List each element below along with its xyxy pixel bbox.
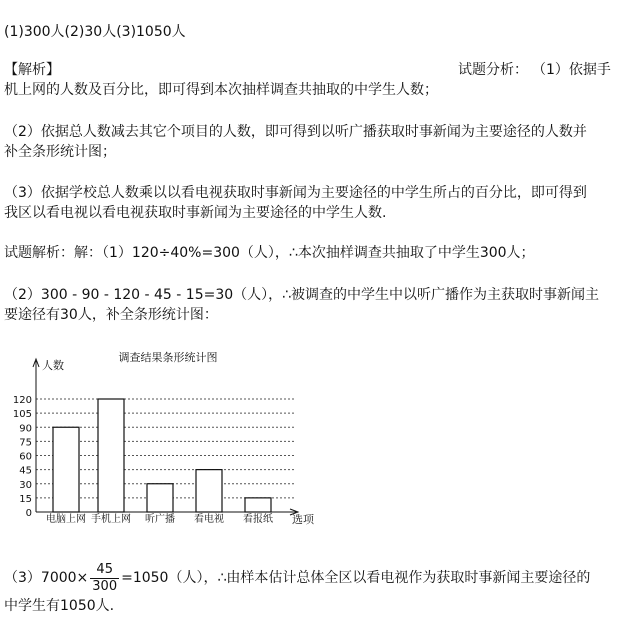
analysis-p3-b: 我区以看电视以看电视获取时事新闻为主要途径的中学生人数. [4,205,387,221]
bar [196,470,222,512]
x-axis-label: 选项 [292,513,314,526]
x-tick-label: 看报纸 [243,514,273,525]
solution-3-post: =1050（人），∴由样本估计总体全区以看电视作为获取时事新闻主要途径的 [121,570,591,586]
solution-3-b: 中学生有1050人. [4,598,115,614]
solution-1: 试题解析：解：（1）120÷40%=300（人），∴本次抽样调查共抽取了中学生300人； [4,245,535,261]
x-tick-label: 电脑上网 [46,514,86,525]
x-tick-label: 听广播 [145,514,175,525]
chart-title: 调查结果条形统计图 [118,351,218,364]
analysis-label: 试题分析： [458,62,528,78]
analysis-p2-a: （2）依据总人数减去其它个项目的人数，即可得到以听广播获取时事新闻为主要途径的人数并 [4,124,587,140]
solution-2-a: （2）300 - 90 - 120 - 45 - 15=30（人），∴被调查的中学生中以听广播作为主获取时事新闻主 [4,287,600,303]
y-tick-label: 105 [12,409,32,421]
y-tick-label: 0 [25,508,32,519]
y-axis-label: 人数 [42,359,64,372]
bar [53,427,79,512]
solution-3-a [4,558,590,598]
y-tick-label: 45 [19,465,32,477]
x-tick-label: 手机上网 [91,514,131,525]
y-tick-label: 60 [19,451,32,463]
y-tick-label: 90 [19,423,32,435]
solution-3-pre: （3）7000× [4,570,89,586]
answer-line: (1)300人(2)30人(3)1050人 [4,24,186,40]
y-tick-label: 30 [19,479,32,491]
y-tick-label: 120 [12,395,32,406]
fraction [90,562,119,595]
y-tick-label: 75 [19,437,32,449]
y-tick-label: 15 [19,493,32,505]
solution-2-b: 要途径有30人，补全条形统计图： [4,307,218,323]
bar-chart [0,345,630,545]
analysis-p3-a: （3）依据学校总人数乘以以看电视获取时事新闻为主要途径的中学生所占的百分比，即可得到 [4,185,587,201]
bar [245,498,271,512]
jiexi-label: 【解析】 [4,62,60,78]
analysis-p1-b: 机上网的人数及百分比，即可得到本次抽样调查共抽取的中学生人数； [4,82,438,98]
analysis-p1-a: （1）依据手 [532,62,611,78]
bar [98,399,124,512]
x-tick-label: 看电视 [194,514,224,525]
bar [147,484,173,512]
analysis-p2-b: 补全条形统计图； [4,144,116,160]
fraction-numerator: 45 [90,562,119,579]
fraction-denominator: 300 [92,578,118,594]
